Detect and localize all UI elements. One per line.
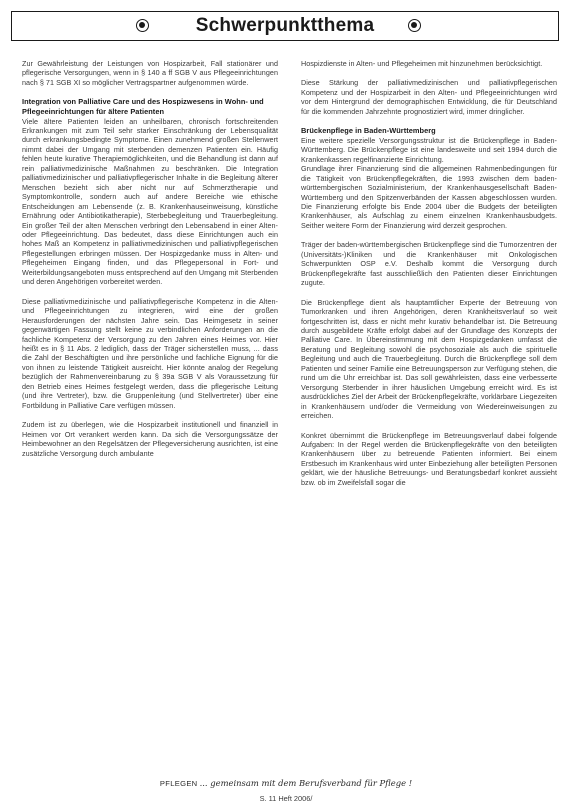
section-header-box [11, 11, 559, 41]
footer-slogan [0, 778, 572, 788]
paragraph: Diese palliativmedizinische und palliativpflegerische Kompetenz in die Alten- und Pflegeeinrichtungen zu integrieren, wird eine der großen Herausforderungen der nächsten Jahre sein. Das Heimgesetz in seiner gegenwärtigen Fassung stellt keine zu verbindlichen Anforderungen an die fachliche Kompetenz der Versorgung zu den Jahren eines Heimes vor. Hier heißt es in § 11 Abs. 2 lediglich, dass der Träger sicherstellen muss, ... dass die Zahl der Beschäftigten und ihre persönliche und fachliche Eignung für die von ihnen zu leistende Tätigkeit ausreicht. Hier könnte analog der Regelung bezüglich der Rahmenvereinbarung zu § 39a SGB V als Voraussetzung für den Betrieb eines Heimes festgelegt werden, dass die pflegerische Leitung (und ihre Vertreter), bzw. die Gruppenleitung (und Stellvertreter) über eine Fortbildung in Palliative Care verfügen müssen. [22, 296, 278, 410]
page-number: S. 11 Heft 2006/ [259, 794, 313, 803]
paragraph: Die Brückenpflege dient als hauptamtlicher Experte der Betreuung von Tumorkranken und ihren Angehörigen, deren Krankheitsverlauf so weit fortgeschritten ist, dass er nicht mehr kurativ behandelbar ist. Die Betreuung durch ausgebildete Kräfte erfolgt dabei auf der Grundlage des Konzepts der Palliative Care. In Übereinstimmung mit dem Hospizgedanken umfasst die Beratung und Begleitung sowohl die psychosoziale als auch die spirituelle Begleitung und auch die Trauerbegleitung. Durch die Brückenpflege soll dem Patienten und seiner Familie eine Betreuungsperson zur Verfügung stehen, die rund um die Uhr erreichbar ist. Das soll gewährleisten, dass eine verbesserte Versorgung Sterbender in ihrer häuslichen Umgebung erreicht wird. Es ist ausdrückliches Ziel der Arbeit der Brückenpflegekräfte, vorklärbare Liegezeiten in Krankenhäusern und/oder die Vermeidung von Wiedereinweisungen zu erreichen. [301, 297, 557, 421]
paragraph: Zur Gewährleistung der Leistungen von Hospizarbeit, Fall stationärer und pflegerische Versorgungen, wenn in § 140 a ff SGB V aus Pflegeeinrichtungen nach § 71 SGB XI so möglicher Vertragspartner aufgenommen würde. [22, 59, 278, 87]
paragraph: Diese Stärkung der palliativmedizinischen und palliativpflegerischen Kompetenz und der Hospizarbeit in den Alten- und Pflegeeinrichtungen wird vor dem Hintergrund der demographischen Entwicklung, die für Deutschland für die kommenden Jahrzehnte prognostiziert wird, immer dringlicher. [301, 78, 557, 116]
left-column [22, 59, 278, 468]
subheading: Integration von Palliative Care und des Hospizwesens in Wohn- und Pflegeeinrichtungen für ältere Patienten [22, 97, 264, 116]
footer-tagline: ... gemeinsam mit dem Berufsverband für Pflege ! [199, 778, 413, 788]
paragraph: Grundlage ihrer Finanzierung sind die allgemeinen Rahmenbedingungen für die Tätigkeit von Brückenpflegekräften, die 1993 zwischen dem baden-württembergischen Sozialministerium, der Krankenhausgesellschaft Baden-Württemberg und den Spitzenverbänden der Kassen abgeschlossen wurden. Die Finanzierung erfolgte bis Ende 2004 über die Budgets der beteiligten Krankenhäuser, als Aufschlag zu einem einzelnen Krankenhausbudgets. Seither weitere Form der Finanzierung wird derzeit gesprochen. [301, 164, 557, 230]
paragraph: Zudem ist zu überlegen, wie die Hospizarbeit institutionell und finanziell in Heimen vor Ort verankert werden kann. Da sich die Versorgungssätze der Heimbewohner an den Regelsätzen der Pflegeversicherung ausrichten, ist eine zusätzliche Versorgung durch ambulante [22, 420, 278, 458]
right-column [301, 59, 557, 497]
paragraph: Konkret übernimmt die Brückenpflege im Betreuungsverlauf dabei folgende Aufgaben: In der Regel werden die Brückenpflegekräfte von den beteiligten Krankenhäusern über zu betreuende Patienten informiert. Bei einem Erstbesuch im Krankenhaus wird unter Einbeziehung aller beteiligten Personen geklärt, wie der häusliche Betreuungs- und Beratungsbedarf konkret aussieht bzw. ob im Zweifelsfall sogar die [301, 430, 557, 487]
footer-brand: PFLEGEN [159, 779, 198, 788]
section-title: Schwerpunktthema [195, 15, 375, 36]
paragraph: Hospizdienste in Alten- und Pflegeheimen mit hinzunehmen berücksichtigt. [301, 59, 543, 68]
subheading: Brückenpflege in Baden-Württemberg [301, 126, 436, 136]
bullet-circle-icon [408, 19, 421, 32]
paragraph: Träger der baden-württembergischen Brückenpflege sind die Tumorzentren der (Universitäts-)Kliniken und die Krankenhäuser mit Onkologischen Schwerpunkten OSP e.V. Deshalb kommt die Versorgung durch Brückenpflegekräfte fast ausschließlich den Patienten dieser Einrichtungen zugute. [301, 240, 557, 288]
paragraph: Viele ältere Patienten leiden an unheilbaren, chronisch fortschreitenden Erkrankungen mit zum Teil sehr starker Einschränkung der Lebensqualität durch erkrankungsbedingte Symptome. Einen zunehmend großen Stellenwert nimmt dabei der Umgang mit sterbenden demenzen Patienten ein. Häufig fehlen heute kurative Therapiemöglichkeiten, und die Behandlung ist dann auf rein palliativmedizinische Maßnahmen zu beschränken. Die Integration palliativmedizinischer und palliativpflegerischer Inhalte in die Begleitung älterer Menschen bezieht sich aber nicht nur auf Schmerztherapie und Symptomkontrolle, sondern auch auf andere Bereiche wie ethische Entscheidungen am Lebensende (z. B. Krankenhauseinweisung, künstliche Ernährung oder Antibiotikatherapie), Sterbebegleitung und Trauerbegleitung. Ein großer Teil der alten Menschen verbringt den Lebensabend in einer Alten- oder Pflegeeinrichtung. Das bedeutet, dass diese Einrichtungen auch ein hohes Maß an Kompetenz in palliativmedizinischen und palliativpflegerischen Pflegestellungen erbringen müssen. Der Hospizgedanke muss in Alten- und Pflegeheimen Eingang finden, und das Pflegepersonal in Fort- und Weiterbildungsangeboten muss entsprechend auf den Umgang mit Sterbenden und deren Angehörigen vorbereitet werden. [22, 116, 278, 287]
paragraph: Eine weitere spezielle Versorgungsstruktur ist die Brückenpflege in Baden-Württemberg. Die Brückenpflege ist eine landesweite und seit 1994 durch die Krankenkassen regelfinanzierte Einrichtung. [301, 135, 557, 164]
